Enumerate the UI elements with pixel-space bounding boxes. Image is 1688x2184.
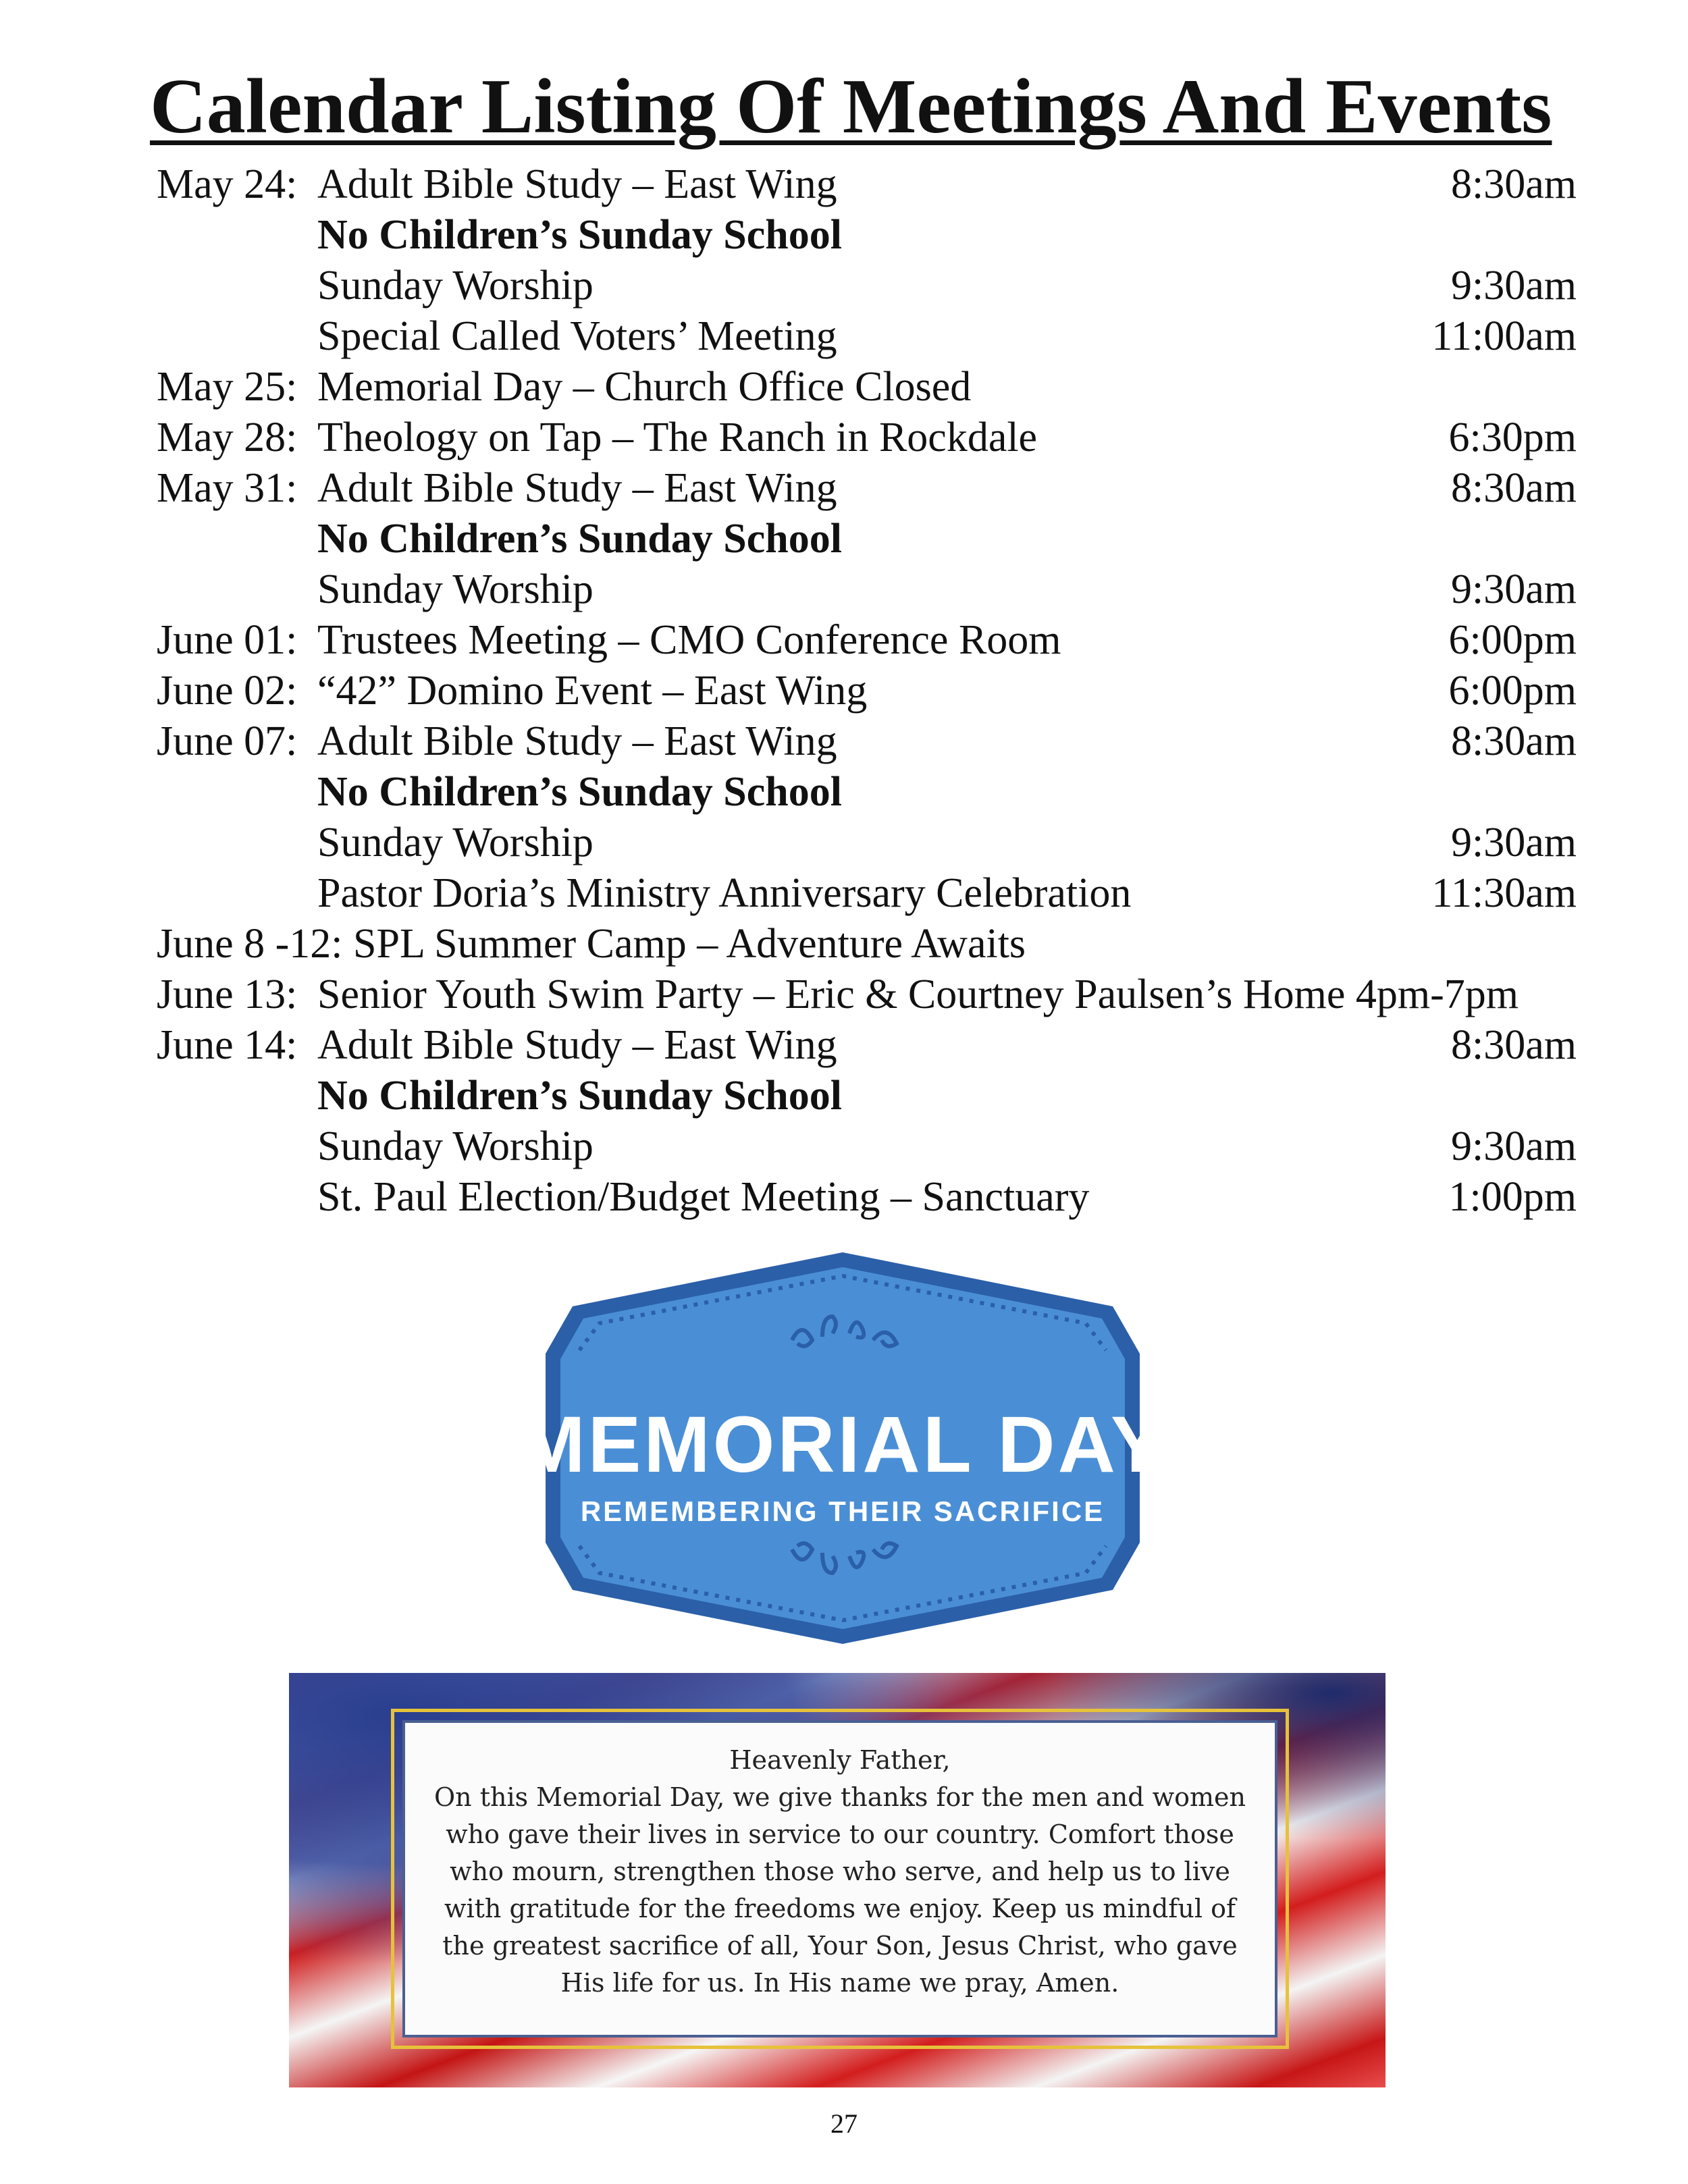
prayer-line: who gave their lives in service to our country. Comfort those: [446, 1819, 1234, 1849]
event-date: May 24:: [157, 161, 298, 207]
event-row: [157, 1071, 1588, 1121]
event-text: No Children’s Sunday School: [317, 516, 842, 562]
event-row: [157, 1020, 1588, 1071]
event-time: 6:00pm: [1448, 668, 1577, 714]
page-title: Calendar Listing Of Meetings And Events: [150, 63, 1552, 150]
prayer-text-box: [402, 1720, 1277, 2037]
event-date: June 01:: [157, 617, 298, 663]
event-text: Sunday Worship: [317, 566, 594, 612]
event-date: May 28:: [157, 415, 298, 460]
event-time: 8:30am: [1451, 161, 1577, 207]
badge-title: MEMORIAL DAY: [532, 1400, 1153, 1489]
event-text: Special Called Voters’ Meeting: [317, 313, 837, 359]
event-date: June 13:: [157, 971, 298, 1017]
event-time: 11:30am: [1431, 870, 1577, 916]
event-row: [157, 1172, 1588, 1223]
event-time: 8:30am: [1451, 1022, 1577, 1068]
event-row: [157, 514, 1588, 564]
event-line: [157, 919, 1026, 969]
event-row: [157, 868, 1588, 919]
event-text: SPL Summer Camp – Adventure Awaits: [353, 921, 1026, 967]
event-row: [157, 261, 1588, 311]
event-text: No Children’s Sunday School: [317, 769, 842, 815]
events-list: [157, 159, 1588, 1223]
event-time: 1:00pm: [1448, 1174, 1577, 1220]
event-date: June 07:: [157, 718, 298, 764]
event-time: 9:30am: [1451, 1123, 1577, 1169]
event-row: [157, 362, 1588, 412]
prayer-line: who mourn, strengthen those who serve, and help us to live: [450, 1857, 1230, 1886]
event-row: [157, 767, 1588, 818]
event-text: No Children’s Sunday School: [317, 212, 842, 258]
event-text: Adult Bible Study – East Wing: [317, 718, 837, 764]
event-time: 9:30am: [1451, 566, 1577, 612]
event-text: Theology on Tap – The Ranch in Rockdale: [317, 415, 1038, 460]
event-row: [157, 159, 1588, 210]
event-text: Sunday Worship: [317, 820, 594, 865]
event-date: June 8 -12:: [157, 921, 343, 967]
event-time: 8:30am: [1451, 718, 1577, 764]
event-time: 9:30am: [1451, 820, 1577, 865]
prayer-line: His life for us. In His name we pray, Amen.: [560, 1968, 1119, 1998]
event-row: [157, 919, 1588, 969]
event-time: 8:30am: [1451, 465, 1577, 511]
event-text: Memorial Day – Church Office Closed: [317, 364, 972, 410]
badge-subtitle: REMEMBERING THEIR SACRIFICE: [580, 1495, 1105, 1527]
event-time: 6:30pm: [1448, 415, 1577, 460]
memorial-day-badge: [532, 1239, 1153, 1657]
event-row: [157, 210, 1588, 261]
event-text: No Children’s Sunday School: [317, 1073, 842, 1119]
prayer-card: [289, 1673, 1386, 2087]
prayer-line: with gratitude for the freedoms we enjoy. Keep us mindful of: [444, 1894, 1236, 1923]
event-row: [157, 412, 1588, 463]
prayer-line: Heavenly Father,: [729, 1745, 951, 1775]
event-time: 11:00am: [1431, 313, 1577, 359]
event-row: [157, 615, 1588, 666]
event-text: Pastor Doria’s Ministry Anniversary Celebration: [317, 870, 1132, 916]
page-number: 27: [830, 2108, 858, 2139]
event-date: June 14:: [157, 1022, 298, 1068]
event-time: 6:00pm: [1448, 617, 1577, 663]
event-text: Trustees Meeting – CMO Conference Room: [317, 617, 1061, 663]
event-text: Senior Youth Swim Party – Eric & Courtney Paulsen’s Home 4pm-7pm: [317, 971, 1519, 1017]
event-text: Adult Bible Study – East Wing: [317, 161, 837, 207]
event-text: St. Paul Election/Budget Meeting – Sanctuary: [317, 1174, 1090, 1220]
event-row: [157, 564, 1588, 615]
event-row: [157, 463, 1588, 514]
event-date: May 25:: [157, 364, 298, 410]
event-row: [157, 311, 1588, 362]
prayer-line: On this Memorial Day, we give thanks for the men and women: [434, 1782, 1246, 1812]
event-text: Adult Bible Study – East Wing: [317, 1022, 837, 1068]
event-text: Adult Bible Study – East Wing: [317, 465, 837, 511]
event-text: Sunday Worship: [317, 1123, 594, 1169]
event-row: [157, 716, 1588, 767]
event-row: [157, 666, 1588, 716]
event-text: Sunday Worship: [317, 263, 594, 309]
prayer-line: the greatest sacrifice of all, Your Son, Jesus Christ, who gave: [442, 1931, 1238, 1961]
event-time: 9:30am: [1451, 263, 1577, 309]
event-text: “42” Domino Event – East Wing: [317, 668, 868, 714]
event-date: June 02:: [157, 668, 298, 714]
event-row: [157, 1121, 1588, 1172]
event-row: [157, 969, 1588, 1020]
badge-graphic: [532, 1239, 1153, 1657]
event-date: May 31:: [157, 465, 298, 511]
event-row: [157, 818, 1588, 868]
